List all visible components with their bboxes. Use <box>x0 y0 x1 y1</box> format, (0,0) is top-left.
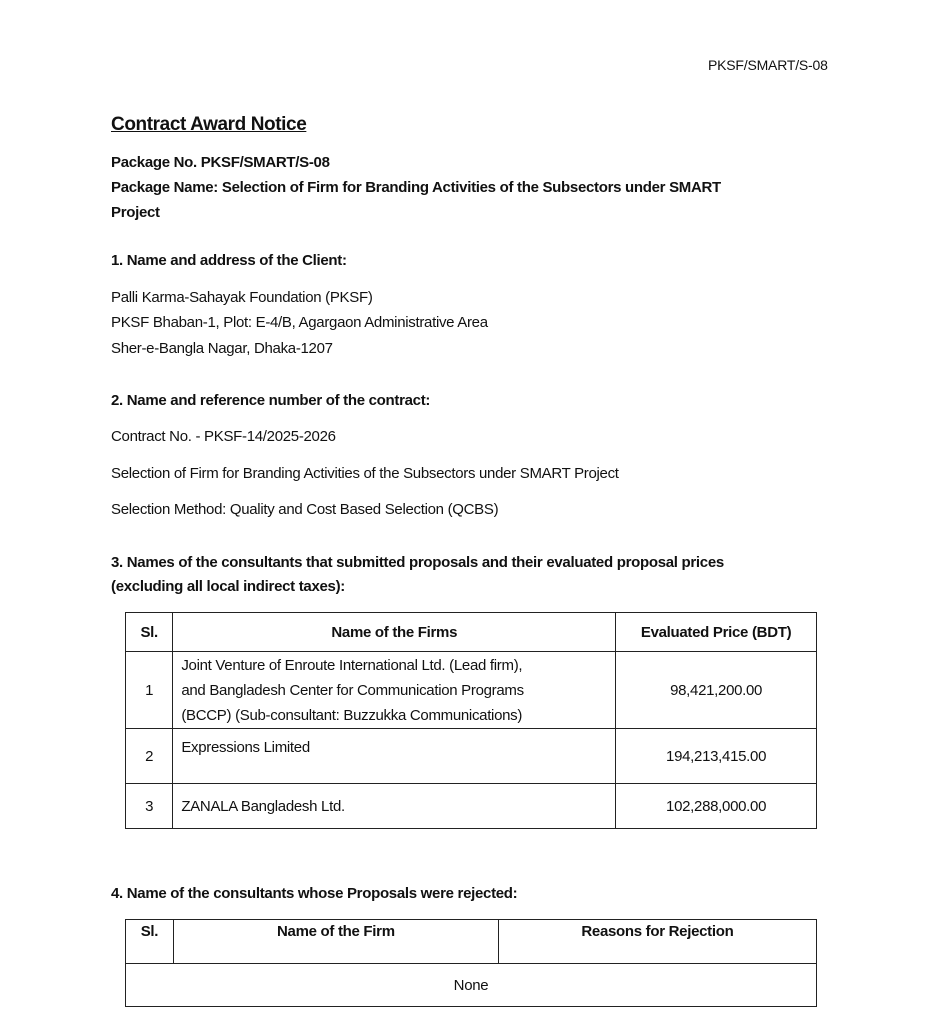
section3-heading-line1: 3. Names of the consultants that submitted proposals and their evaluated proposal prices <box>111 554 724 571</box>
contract-number: Contract No. - PKSF-14/2025-2026 <box>111 428 336 445</box>
cell-firm-name: ZANALA Bangladesh Ltd. <box>173 784 616 829</box>
cell-price: 194,213,415.00 <box>616 729 817 784</box>
client-address-line1: PKSF Bhaban-1, Plot: E-4/B, Agargaon Administrative Area <box>111 314 488 331</box>
column-header-reasons: Reasons for Rejection <box>498 920 816 964</box>
rejected-proposals-table <box>125 919 817 1007</box>
column-header-firm-name: Name of the Firms <box>173 613 616 652</box>
empty-table-message: None <box>126 964 817 1007</box>
table-row <box>126 729 817 784</box>
cell-price: 98,421,200.00 <box>616 652 817 729</box>
cell-sl: 1 <box>126 652 173 729</box>
table-row <box>126 784 817 829</box>
firm-name-line: (BCCP) (Sub-consultant: Buzzukka Communications) <box>181 706 523 724</box>
table-row <box>126 964 817 1007</box>
package-number: Package No. PKSF/SMART/S-08 <box>111 154 330 171</box>
package-name-line1: Package Name: Selection of Firm for Branding Activities of the Subsectors under SMART <box>111 179 721 196</box>
column-header-evaluated-price: Evaluated Price (BDT) <box>616 613 817 652</box>
table-header-row <box>126 613 817 652</box>
cell-sl: 2 <box>126 729 173 784</box>
column-header-sl: Sl. <box>126 920 174 964</box>
cell-firm-name <box>173 652 616 729</box>
client-name: Palli Karma-Sahayak Foundation (PKSF) <box>111 289 373 306</box>
column-header-sl: Sl. <box>126 613 173 652</box>
table-header-row <box>126 920 817 964</box>
section4-heading: 4. Name of the consultants whose Proposals were rejected: <box>111 885 518 902</box>
reference-number: PKSF/SMART/S-08 <box>708 57 828 73</box>
section2-heading: 2. Name and reference number of the contract: <box>111 392 431 409</box>
selection-method: Selection Method: Quality and Cost Based Selection (QCBS) <box>111 501 499 518</box>
section1-heading: 1. Name and address of the Client: <box>111 252 347 269</box>
firm-name-line: and Bangladesh Center for Communication Programs <box>181 681 524 699</box>
column-header-firm-name: Name of the Firm <box>173 920 498 964</box>
table-row <box>126 652 817 729</box>
document-title: Contract Award Notice <box>111 114 307 135</box>
package-name-line2: Project <box>111 204 160 221</box>
cell-sl: 3 <box>126 784 173 829</box>
client-address-line2: Sher-e-Bangla Nagar, Dhaka-1207 <box>111 340 333 357</box>
firm-name-line: Joint Venture of Enroute International Ltd. (Lead firm), <box>181 656 523 674</box>
section3-heading-line2: (excluding all local indirect taxes): <box>111 578 345 595</box>
cell-price: 102,288,000.00 <box>616 784 817 829</box>
proposals-table <box>125 612 817 829</box>
cell-firm-name: Expressions Limited <box>173 729 616 784</box>
contract-name: Selection of Firm for Branding Activities of the Subsectors under SMART Project <box>111 465 619 482</box>
